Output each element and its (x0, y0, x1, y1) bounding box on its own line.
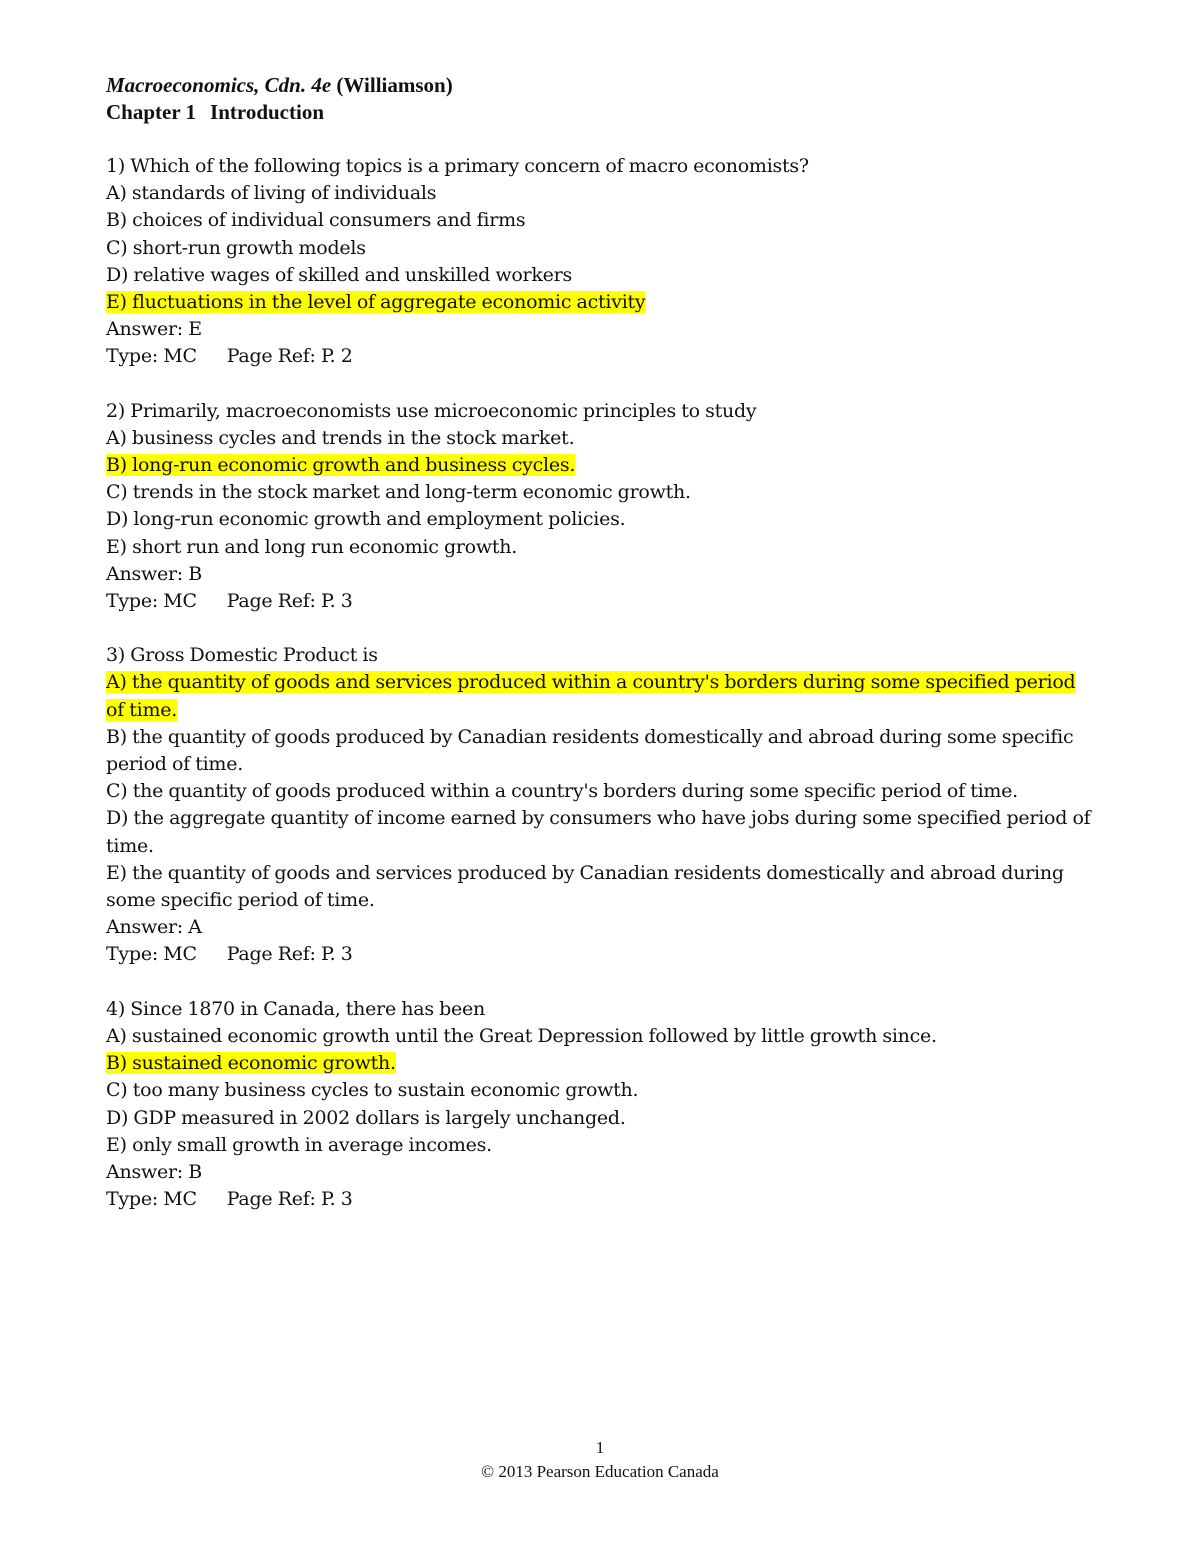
question-stem: 3) Gross Domestic Product is (106, 644, 378, 667)
correct-answer-option (106, 452, 1096, 479)
page-number: 1 (595, 1438, 605, 1457)
question-stem: 1) Which of the following topics is a primary concern of macro economists? (106, 155, 809, 177)
page-ref: Page Ref: P. 3 (226, 943, 353, 966)
answer-option: C) the quantity of goods produced within a country's borders during some specific period of time. (106, 780, 1018, 803)
answer-option: B) the quantity of goods produced by Canadian residents domestically and abroad during some specific period of time. (106, 725, 1074, 776)
answer-option: D) long-run economic growth and employment policies. (106, 508, 626, 531)
book-author: (Williamson) (336, 73, 453, 97)
answer-option: A) business cycles and trends in the stock market. (106, 426, 575, 449)
answer-option: C) too many business cycles to sustain economic growth. (106, 1079, 639, 1102)
question-type: Type: MC (106, 943, 197, 966)
question-meta (106, 1186, 1096, 1213)
answer-key: Answer: E (106, 318, 202, 341)
page-ref: Page Ref: P. 3 (226, 1188, 353, 1211)
question-type: Type: MC (106, 345, 197, 368)
answer-highlight: B) sustained economic growth. (106, 1052, 396, 1075)
copyright-notice: © 2013 Pearson Education Canada (481, 1462, 719, 1481)
answer-key: Answer: B (106, 1160, 202, 1183)
chapter-label: Chapter 1 (106, 100, 197, 124)
question-stem: 4) Since 1870 in Canada, there has been (106, 997, 486, 1020)
question-meta (106, 588, 1096, 615)
question-meta (106, 941, 1096, 968)
answer-option: A) standards of living of individuals (106, 182, 437, 205)
question-meta (106, 343, 1096, 370)
answer-option: E) short run and long run economic growth. (106, 535, 518, 558)
answer-key: Answer: B (106, 562, 202, 585)
chapter-name: Introduction (210, 100, 325, 124)
chapter-title (106, 99, 1096, 126)
answer-option: C) trends in the stock market and long-term economic growth. (106, 481, 691, 504)
answer-option: D) the aggregate quantity of income earned by consumers who have jobs during some specified period of time. (106, 807, 1091, 857)
question-4 (106, 996, 1096, 1214)
correct-answer-option (106, 1050, 1096, 1077)
page-ref: Page Ref: P. 3 (226, 590, 353, 613)
question-1 (106, 153, 1096, 371)
question-type: Type: MC (106, 1188, 197, 1211)
answer-highlight: B) long-run economic growth and business cycles. (106, 454, 576, 477)
answer-highlight: A) the quantity of goods and services produced within a country's borders during some specified period of time. (106, 671, 1076, 721)
question-type: Type: MC (106, 590, 197, 613)
answer-option: D) GDP measured in 2002 dollars is largely unchanged. (106, 1106, 626, 1129)
page-ref: Page Ref: P. 2 (226, 345, 353, 368)
book-title (106, 72, 1096, 99)
question-3 (106, 642, 1096, 968)
answer-option: D) relative wages of skilled and unskilled workers (106, 263, 572, 286)
document-page (106, 72, 1096, 1240)
answer-highlight: E) fluctuations in the level of aggregate economic activity (106, 291, 646, 314)
answer-option: B) choices of individual consumers and firms (106, 209, 526, 232)
answer-option: E) the quantity of goods and services produced by Canadian residents domestically and abroad during some specific period of time. (106, 861, 1064, 912)
answer-option: A) sustained economic growth until the Great Depression followed by little growth since. (106, 1024, 937, 1047)
correct-answer-option (106, 289, 1096, 316)
question-stem: 2) Primarily, macroeconomists use microeconomic principles to study (106, 399, 757, 422)
book-title-italic: Macroeconomics, Cdn. 4e (106, 73, 332, 97)
answer-option: C) short-run growth models (106, 236, 366, 259)
answer-option: E) only small growth in average incomes. (106, 1133, 492, 1156)
answer-key: Answer: A (106, 916, 202, 939)
correct-answer-option (106, 669, 1096, 723)
question-2 (106, 398, 1096, 616)
